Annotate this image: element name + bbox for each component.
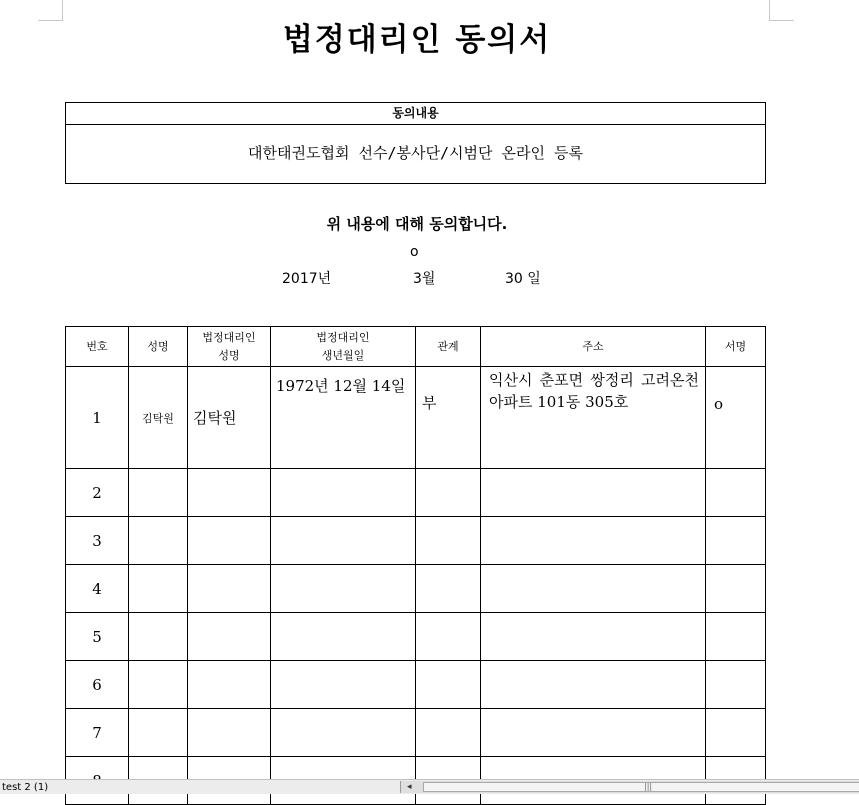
- date-year[interactable]: 2017년: [282, 271, 332, 287]
- cell-name[interactable]: [129, 661, 188, 709]
- cell-signature[interactable]: [706, 469, 766, 517]
- cell-address[interactable]: [481, 661, 706, 709]
- status-bar: [0, 779, 859, 794]
- table-row: [66, 709, 766, 757]
- guardian-table: [65, 326, 766, 805]
- cell-no[interactable]: 5: [66, 613, 129, 661]
- consent-header: 동의내용: [66, 103, 765, 125]
- table-row: [66, 367, 766, 469]
- cell-relation[interactable]: [416, 661, 481, 709]
- header-relation: 관계: [416, 327, 481, 367]
- cell-signature[interactable]: [706, 613, 766, 661]
- header-address: 주소: [481, 327, 706, 367]
- cell-relation[interactable]: [416, 613, 481, 661]
- cell-name[interactable]: [129, 469, 188, 517]
- table-header-row: [66, 327, 766, 367]
- cell-no[interactable]: 2: [66, 469, 129, 517]
- grip-icon: |||: [644, 782, 653, 791]
- cell-guardian-name[interactable]: 김탁원: [188, 367, 271, 469]
- header-name: 성명: [129, 327, 188, 367]
- cell-guardian-birth[interactable]: [271, 565, 416, 613]
- cell-guardian-name[interactable]: [188, 709, 271, 757]
- cell-guardian-birth[interactable]: [271, 709, 416, 757]
- cell-guardian-birth[interactable]: [271, 661, 416, 709]
- scroll-left-arrow-icon[interactable]: ◂: [407, 782, 412, 792]
- cell-address[interactable]: [481, 565, 706, 613]
- date-day[interactable]: 30 일: [505, 271, 541, 287]
- cell-signature[interactable]: [706, 565, 766, 613]
- consent-box: [65, 102, 766, 184]
- table-row: [66, 613, 766, 661]
- sheet-tab[interactable]: test 2 (1): [2, 782, 49, 793]
- cell-name[interactable]: 김탁원: [129, 367, 188, 469]
- cell-guardian-name[interactable]: [188, 469, 271, 517]
- table-row: [66, 565, 766, 613]
- agree-mark[interactable]: o: [410, 244, 419, 260]
- cell-address[interactable]: [481, 709, 706, 757]
- cell-relation[interactable]: [416, 517, 481, 565]
- cell-relation[interactable]: [416, 469, 481, 517]
- table-row: [66, 517, 766, 565]
- cell-guardian-birth[interactable]: 1972년 12월 14일: [271, 367, 416, 469]
- header-guardian-birth: 법정대리인 생년월일: [271, 327, 416, 367]
- cell-relation[interactable]: [416, 565, 481, 613]
- consent-content: 대한태권도협회 선수/봉사단/시범단 온라인 등록: [248, 144, 583, 162]
- agree-statement: 위 내용에 대해 동의합니다.: [326, 215, 508, 233]
- cell-address[interactable]: [481, 613, 706, 661]
- cell-no[interactable]: 4: [66, 565, 129, 613]
- cell-address[interactable]: [481, 469, 706, 517]
- cell-guardian-name[interactable]: [188, 661, 271, 709]
- horizontal-scrollbar[interactable]: [400, 781, 859, 793]
- table-row: [66, 469, 766, 517]
- cell-guardian-birth[interactable]: [271, 613, 416, 661]
- cell-signature[interactable]: o: [706, 367, 766, 469]
- cell-guardian-name[interactable]: [188, 565, 271, 613]
- header-guardian-name: 법정대리인 성명: [188, 327, 271, 367]
- cell-guardian-name[interactable]: [188, 517, 271, 565]
- document-title: 법정대리인 동의서: [282, 22, 552, 58]
- cell-no[interactable]: 3: [66, 517, 129, 565]
- cell-relation[interactable]: 부: [416, 367, 481, 469]
- cell-name[interactable]: [129, 613, 188, 661]
- cell-address[interactable]: 익산시 춘포면 쌍정리 고려온천아파트 101동 305호: [481, 367, 706, 469]
- cell-name[interactable]: [129, 517, 188, 565]
- cell-no[interactable]: 6: [66, 661, 129, 709]
- table-row: [66, 661, 766, 709]
- cell-guardian-name[interactable]: [188, 613, 271, 661]
- cell-guardian-birth[interactable]: [271, 517, 416, 565]
- scroll-thumb[interactable]: [423, 782, 859, 792]
- cell-relation[interactable]: [416, 709, 481, 757]
- header-signature: 서명: [706, 327, 766, 367]
- cell-no[interactable]: 7: [66, 709, 129, 757]
- cell-signature[interactable]: [706, 517, 766, 565]
- cell-guardian-birth[interactable]: [271, 469, 416, 517]
- cell-name[interactable]: [129, 709, 188, 757]
- cell-address[interactable]: [481, 517, 706, 565]
- date-month[interactable]: 3월: [413, 271, 436, 287]
- cell-no[interactable]: 1: [66, 367, 129, 469]
- header-no: 번호: [66, 327, 129, 367]
- cell-name[interactable]: [129, 565, 188, 613]
- cell-signature[interactable]: [706, 709, 766, 757]
- cell-signature[interactable]: [706, 661, 766, 709]
